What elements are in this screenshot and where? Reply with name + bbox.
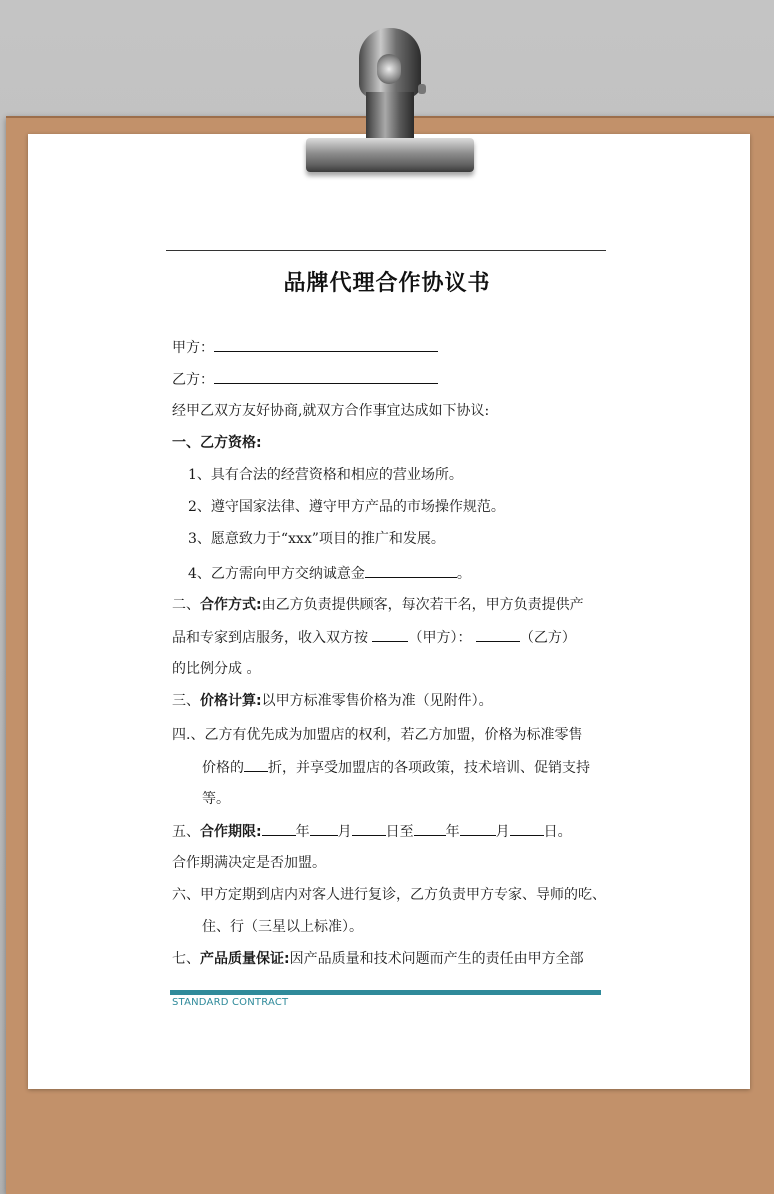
section-3-number: 三、	[172, 693, 200, 709]
section-2-text: （乙方）	[519, 630, 576, 646]
section-2-text: 由乙方负责提供顾客，每次若干名，甲方负责提供产	[261, 597, 584, 613]
section-3	[172, 692, 493, 710]
section-5-line-2: 合作期满决定是否加盟。	[172, 855, 326, 871]
start-year-blank[interactable]	[262, 822, 296, 836]
month-label: 月	[495, 824, 510, 840]
section-7-text: 因产品质量和技术问题而产生的责任由甲方全部	[289, 951, 584, 967]
end-year-blank[interactable]	[414, 822, 446, 836]
section-1-heading	[172, 434, 262, 452]
clip-base	[306, 138, 474, 172]
section-7	[172, 950, 584, 968]
footer-label: STANDARD CONTRACT	[172, 997, 289, 1008]
party-a-label: 甲方：	[172, 340, 214, 356]
clip-neck	[366, 92, 414, 140]
end-day-blank[interactable]	[510, 822, 544, 836]
section-1-item: 3、愿意致力于“xxx”项目的推广和发展。	[188, 531, 445, 547]
clip-pin	[418, 84, 426, 94]
section-4-line-2	[202, 758, 590, 777]
section-1-title: 一、乙方资格:	[172, 435, 262, 451]
section-4-line-1: 四.、乙方有优先成为加盟店的权利，若乙方加盟，价格为标准零售	[172, 727, 583, 743]
party-b-label: 乙方：	[172, 372, 214, 388]
party-a-share-blank[interactable]	[372, 628, 408, 642]
section-1-item-4-text: 4、乙方需向甲方交纳诚意金	[188, 566, 365, 582]
deposit-blank[interactable]	[365, 564, 457, 578]
section-7-number: 七、	[172, 951, 200, 967]
discount-blank[interactable]	[244, 758, 268, 772]
party-b-blank[interactable]	[214, 370, 438, 384]
end-month-blank[interactable]	[460, 822, 496, 836]
party-b-line	[172, 370, 438, 389]
year-label: 年	[445, 824, 460, 840]
party-a-blank[interactable]	[214, 338, 438, 352]
section-2-line-3: 的比例分成 。	[172, 661, 261, 677]
section-4-text: 价格的	[202, 760, 244, 776]
start-month-blank[interactable]	[310, 822, 338, 836]
section-2-line-1	[172, 596, 584, 614]
section-1-item-4-end: 。	[456, 566, 471, 582]
section-3-title: 价格计算:	[200, 693, 262, 709]
section-1-item: 2、遵守国家法律、遵守甲方产品的市场操作规范。	[188, 499, 505, 515]
section-4-line-3: 等。	[202, 791, 230, 807]
day-to-label: 日至	[385, 824, 414, 840]
document-title: 品牌代理合作协议书	[283, 271, 491, 296]
intro-text: 经甲乙双方友好协商,就双方合作事宜达成如下协议:	[172, 403, 490, 419]
year-label: 年	[295, 824, 310, 840]
section-2-line-2	[172, 628, 576, 647]
party-a-line	[172, 338, 438, 357]
section-2-title: 合作方式:	[200, 597, 262, 613]
section-7-title: 产品质量保证:	[200, 951, 290, 967]
section-4-text: 折，并享受加盟店的各项政策，技术培训、促销支持	[268, 760, 590, 776]
clip-hole	[377, 54, 401, 84]
section-6-line-1: 六、甲方定期到店内对客人进行复诊，乙方负责甲方专家、导师的吃、	[172, 887, 606, 903]
month-label: 月	[337, 824, 352, 840]
footer-bar	[170, 990, 601, 995]
party-b-share-blank[interactable]	[476, 628, 520, 642]
section-2-text: （甲方）：	[408, 630, 472, 646]
section-2-text: 品和专家到店服务，收入双方按	[172, 630, 368, 646]
section-1-item: 1、具有合法的经营资格和相应的营业场所。	[188, 467, 463, 483]
section-5-line-1	[172, 822, 572, 841]
day-label: 日。	[543, 824, 572, 840]
section-3-text: 以甲方标准零售价格为准（见附件）。	[261, 693, 493, 709]
section-2-number: 二、	[172, 597, 200, 613]
section-1-item-4	[188, 564, 471, 583]
title-rule	[166, 250, 606, 251]
section-6-line-2: 住、行（三星以上标准）。	[202, 919, 363, 935]
section-5-title: 合作期限:	[200, 824, 262, 840]
start-day-blank[interactable]	[352, 822, 386, 836]
section-5-number: 五、	[172, 824, 200, 840]
